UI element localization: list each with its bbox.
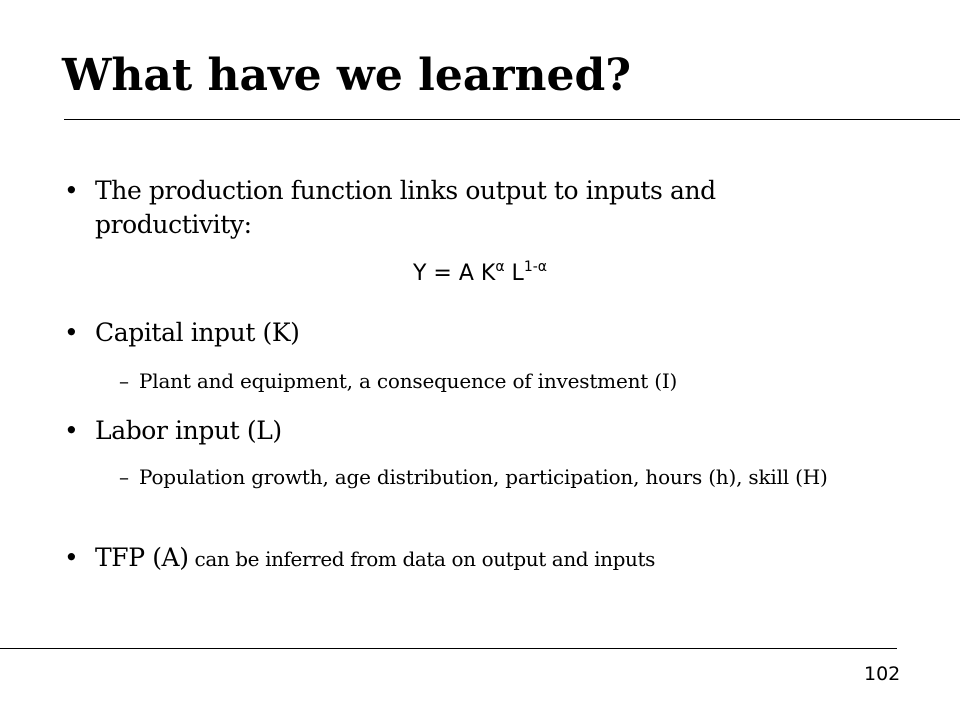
bullet-marker: • <box>64 318 79 347</box>
bullet-text <box>95 541 875 576</box>
sub-bullet-text: Plant and equipment, a consequence of investment (I) <box>139 369 678 393</box>
equation-lhs: Y = A K <box>413 261 496 286</box>
sub-bullet-marker: – <box>119 369 129 393</box>
bullet-text-small: can be inferred from data on output and inputs <box>188 547 656 571</box>
sub-bullet-text: Population growth, age distribution, participation, hours (h), skill (H) <box>139 465 828 489</box>
equation-exponent-alpha: α <box>495 259 505 275</box>
bullet-marker: • <box>64 176 79 205</box>
slide-title: What have we learned? <box>62 50 632 101</box>
bullet-text: Capital input (K) <box>95 318 300 347</box>
bullet-marker: • <box>64 416 79 445</box>
equation-exponent-one-minus-alpha: 1-α <box>523 259 547 275</box>
equation-labor: L <box>504 261 524 286</box>
bullet-text: Labor input (L) <box>95 416 282 445</box>
bullet-text: The production function links output to inputs and productivity: <box>95 176 716 239</box>
sub-bullet-marker: – <box>119 465 129 489</box>
page-number: 102 <box>864 663 901 685</box>
production-function-equation <box>340 258 620 290</box>
bullet-marker: • <box>64 543 79 572</box>
bullet-text-main: TFP (A) <box>95 543 189 572</box>
footer-divider <box>0 648 897 649</box>
title-divider <box>64 119 960 120</box>
